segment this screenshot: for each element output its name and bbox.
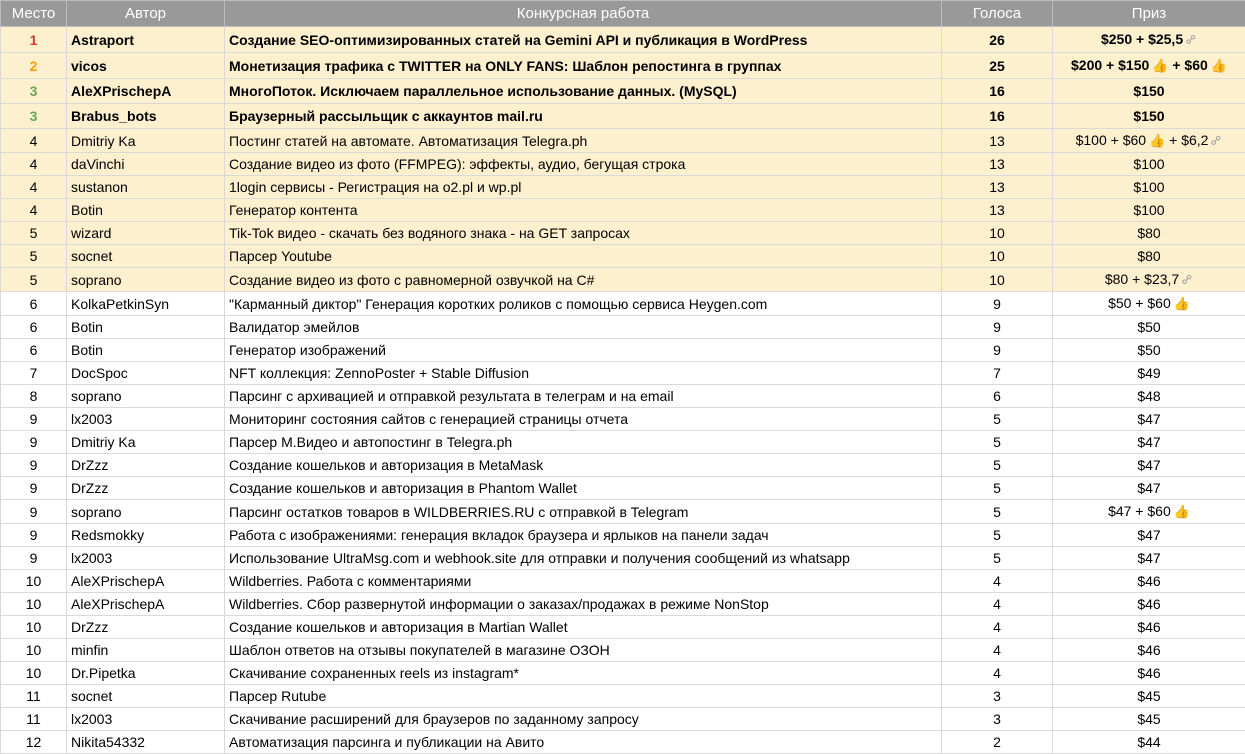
table-row	[1, 731, 1245, 754]
cell-work[interactable]: Использование UltraMsg.com и webhook.site для отправки и получения сообщений из whatsapp	[225, 547, 942, 570]
table-row	[1, 129, 1245, 153]
table-row	[1, 408, 1245, 431]
cell-votes[interactable]: 2	[942, 731, 1053, 754]
cell-place[interactable]: 10	[1, 616, 67, 639]
cell-place[interactable]: 3	[1, 104, 67, 129]
prize-text: $250 + $25,5	[1101, 31, 1183, 47]
prize-text: $80	[1137, 225, 1160, 241]
prize-text: $100	[1133, 156, 1164, 172]
cell-author[interactable]: socnet	[67, 685, 225, 708]
cell-work[interactable]: Создание SEO-оптимизированных статей на Gemini API и публикация в WordPress	[225, 27, 942, 53]
cell-author[interactable]: DrZzz	[67, 477, 225, 500]
cell-votes[interactable]: 26	[942, 27, 1053, 53]
table-row	[1, 362, 1245, 385]
table-row	[1, 385, 1245, 408]
cell-place[interactable]: 3	[1, 79, 67, 104]
cell-votes[interactable]: 4	[942, 616, 1053, 639]
cell-author[interactable]: Botin	[67, 316, 225, 339]
cell-author[interactable]: soprano	[67, 500, 225, 524]
cell-place[interactable]: 10	[1, 662, 67, 685]
table-row	[1, 104, 1245, 129]
cell-prize[interactable]	[1053, 385, 1245, 408]
cell-author[interactable]: soprano	[67, 385, 225, 408]
cell-author[interactable]: DrZzz	[67, 616, 225, 639]
cell-prize[interactable]	[1053, 524, 1245, 547]
table-row	[1, 570, 1245, 593]
cell-author[interactable]: Dr.Pipetka	[67, 662, 225, 685]
cell-votes[interactable]: 4	[942, 593, 1053, 616]
cell-work[interactable]: Монетизация трафика с TWITTER на ONLY FANS: Шаблон репостинга в группах	[225, 53, 942, 79]
header-author[interactable]: Автор	[67, 1, 225, 27]
cell-prize[interactable]	[1053, 129, 1245, 153]
cell-votes[interactable]: 13	[942, 176, 1053, 199]
cell-votes[interactable]: 7	[942, 362, 1053, 385]
cell-work[interactable]: Мониторинг состояния сайтов с генерацией страницы отчета	[225, 408, 942, 431]
cell-votes[interactable]: 5	[942, 524, 1053, 547]
cell-author[interactable]: Nikita54332	[67, 731, 225, 754]
prize-text: $80	[1137, 248, 1160, 264]
prize-text: $100	[1133, 202, 1164, 218]
table-row	[1, 685, 1245, 708]
cell-work[interactable]: Wildberries. Сбор развернутой информации о заказах/продажах в режиме NonStop	[225, 593, 942, 616]
cell-votes[interactable]: 4	[942, 662, 1053, 685]
cell-work[interactable]: Постинг статей на автомате. Автоматизация Telegra.ph	[225, 129, 942, 153]
cell-votes[interactable]: 13	[942, 129, 1053, 153]
prize-text: $100 + $60	[1076, 132, 1146, 148]
cell-votes[interactable]: 10	[942, 222, 1053, 245]
cell-author[interactable]: lx2003	[67, 708, 225, 731]
cell-place[interactable]: 5	[1, 222, 67, 245]
table-row	[1, 477, 1245, 500]
cell-prize[interactable]	[1053, 731, 1245, 754]
cell-work[interactable]: Шаблон ответов на отзывы покупателей в магазине ОЗОН	[225, 639, 942, 662]
cell-place[interactable]: 9	[1, 477, 67, 500]
cell-place[interactable]: 10	[1, 593, 67, 616]
link-icon: ⚯	[1205, 129, 1228, 152]
table-row	[1, 339, 1245, 362]
cell-author[interactable]: Botin	[67, 339, 225, 362]
table-row	[1, 199, 1245, 222]
cell-votes[interactable]: 5	[942, 477, 1053, 500]
cell-votes[interactable]: 10	[942, 268, 1053, 292]
cell-votes[interactable]: 9	[942, 292, 1053, 316]
cell-place[interactable]: 5	[1, 268, 67, 292]
prize-text: $46	[1137, 619, 1160, 635]
cell-place[interactable]: 9	[1, 408, 67, 431]
cell-place[interactable]: 6	[1, 292, 67, 316]
cell-author[interactable]: minfin	[67, 639, 225, 662]
table-row	[1, 454, 1245, 477]
cell-author[interactable]: AleXPrischepA	[67, 570, 225, 593]
table-row	[1, 53, 1245, 79]
prize-text: $47	[1137, 411, 1160, 427]
cell-author[interactable]: Dmitriy Ka	[67, 129, 225, 153]
table-row	[1, 153, 1245, 176]
header-place[interactable]: Место	[1, 1, 67, 27]
cell-prize[interactable]	[1053, 708, 1245, 731]
prize-text: $46	[1137, 665, 1160, 681]
cell-work[interactable]: Парсер Rutube	[225, 685, 942, 708]
cell-prize[interactable]	[1053, 593, 1245, 616]
cell-place[interactable]: 7	[1, 362, 67, 385]
cell-votes[interactable]: 5	[942, 547, 1053, 570]
thumbs-up-icon: 👍	[1174, 501, 1190, 523]
cell-work[interactable]: Скачивание сохраненных reels из instagram*	[225, 662, 942, 685]
cell-author[interactable]: Dmitriy Ka	[67, 431, 225, 454]
cell-work[interactable]: Создание видео из фото с равномерной озвучкой на C#	[225, 268, 942, 292]
cell-work[interactable]: Создание видео из фото (FFMPEG): эффекты, аудио, бегущая строка	[225, 153, 942, 176]
prize-text: $47	[1137, 434, 1160, 450]
thumbs-up-icon: 👍	[1152, 54, 1168, 78]
cell-place[interactable]: 10	[1, 570, 67, 593]
cell-prize[interactable]	[1053, 454, 1245, 477]
cell-place[interactable]: 4	[1, 153, 67, 176]
thumbs-up-icon: 👍	[1211, 54, 1227, 78]
cell-author[interactable]: daVinchi	[67, 153, 225, 176]
thumbs-up-icon: 👍	[1174, 293, 1190, 315]
table-row	[1, 616, 1245, 639]
prize-text: $46	[1137, 573, 1160, 589]
cell-votes[interactable]: 16	[942, 79, 1053, 104]
header-work[interactable]: Конкурсная работа	[225, 1, 942, 27]
table-row	[1, 222, 1245, 245]
cell-author[interactable]: DrZzz	[67, 454, 225, 477]
cell-author[interactable]: wizard	[67, 222, 225, 245]
cell-place[interactable]: 6	[1, 339, 67, 362]
cell-place[interactable]: 12	[1, 731, 67, 754]
header-prize[interactable]: Приз	[1053, 1, 1245, 27]
cell-author[interactable]: DocSpoc	[67, 362, 225, 385]
cell-prize[interactable]	[1053, 639, 1245, 662]
cell-work[interactable]: Автоматизация парсинга и публикации на Авито	[225, 731, 942, 754]
table-row	[1, 639, 1245, 662]
table-row	[1, 662, 1245, 685]
cell-place[interactable]: 10	[1, 639, 67, 662]
table-row	[1, 524, 1245, 547]
prize-text: $46	[1137, 596, 1160, 612]
table-row	[1, 708, 1245, 731]
cell-prize[interactable]	[1053, 153, 1245, 176]
cell-votes[interactable]: 25	[942, 53, 1053, 79]
cell-votes[interactable]: 9	[942, 339, 1053, 362]
cell-votes[interactable]: 5	[942, 431, 1053, 454]
cell-author[interactable]: lx2003	[67, 408, 225, 431]
cell-place[interactable]: 4	[1, 199, 67, 222]
cell-work[interactable]: "Карманный диктор" Генерация коротких роликов с помощью сервиса Heygen.com	[225, 292, 942, 316]
cell-votes[interactable]: 5	[942, 408, 1053, 431]
prize-text: $48	[1137, 388, 1160, 404]
cell-work[interactable]: Генератор изображений	[225, 339, 942, 362]
prize-text: $100	[1133, 179, 1164, 195]
cell-author[interactable]: Brabus_bots	[67, 104, 225, 129]
cell-prize[interactable]	[1053, 222, 1245, 245]
cell-work[interactable]: Скачивание расширений для браузеров по заданному запросу	[225, 708, 942, 731]
cell-author[interactable]: KolkaPetkinSyn	[67, 292, 225, 316]
cell-author[interactable]: Astraport	[67, 27, 225, 53]
cell-prize[interactable]	[1053, 362, 1245, 385]
cell-place[interactable]: 11	[1, 708, 67, 731]
cell-votes[interactable]: 13	[942, 199, 1053, 222]
cell-work[interactable]: Парсер Youtube	[225, 245, 942, 268]
cell-votes[interactable]: 16	[942, 104, 1053, 129]
prize-text: $150	[1133, 83, 1164, 99]
cell-prize[interactable]	[1053, 547, 1245, 570]
cell-work[interactable]: Генератор контента	[225, 199, 942, 222]
cell-work[interactable]: Парсинг остатков товаров в WILDBERRIES.RU с отправкой в Telegram	[225, 500, 942, 524]
cell-votes[interactable]: 10	[942, 245, 1053, 268]
prize-text: $47	[1137, 480, 1160, 496]
cell-work[interactable]: МногоПоток. Исключаем параллельное использование данных. (MySQL)	[225, 79, 942, 104]
link-icon: ⚯	[1179, 28, 1204, 53]
cell-prize[interactable]	[1053, 104, 1245, 129]
table-row	[1, 316, 1245, 339]
cell-work[interactable]: Создание кошельков и авторизация в MetaMask	[225, 454, 942, 477]
cell-votes[interactable]: 3	[942, 685, 1053, 708]
cell-work[interactable]: Браузерный рассыльщик с аккаунтов mail.ru	[225, 104, 942, 129]
table-row	[1, 245, 1245, 268]
table-row	[1, 176, 1245, 199]
prize-text: $150	[1133, 108, 1164, 124]
cell-prize[interactable]	[1053, 176, 1245, 199]
prize-text: $47	[1137, 550, 1160, 566]
cell-place[interactable]: 9	[1, 547, 67, 570]
cell-prize[interactable]	[1053, 245, 1245, 268]
cell-author[interactable]: vicos	[67, 53, 225, 79]
cell-place[interactable]: 2	[1, 53, 67, 79]
cell-work[interactable]: 1login сервисы - Регистрация на o2.pl и wp.pl	[225, 176, 942, 199]
cell-votes[interactable]: 5	[942, 454, 1053, 477]
table-row	[1, 547, 1245, 570]
cell-author[interactable]: socnet	[67, 245, 225, 268]
cell-prize[interactable]	[1053, 570, 1245, 593]
cell-prize[interactable]	[1053, 268, 1245, 292]
prize-text: $47	[1137, 527, 1160, 543]
cell-author[interactable]: AleXPrischepA	[67, 593, 225, 616]
cell-work[interactable]: NFT коллекция: ZennoPoster + Stable Diffusion	[225, 362, 942, 385]
cell-place[interactable]: 6	[1, 316, 67, 339]
cell-work[interactable]: Парсер М.Видео и автопостинг в Telegra.ph	[225, 431, 942, 454]
cell-place[interactable]: 11	[1, 685, 67, 708]
prize-text: $50	[1137, 342, 1160, 358]
cell-place[interactable]: 4	[1, 129, 67, 153]
cell-prize[interactable]	[1053, 477, 1245, 500]
cell-work[interactable]: Валидатор эмейлов	[225, 316, 942, 339]
table-row	[1, 431, 1245, 454]
cell-prize[interactable]	[1053, 408, 1245, 431]
prize-text: $49	[1137, 365, 1160, 381]
prize-text: $44	[1137, 734, 1160, 750]
cell-author[interactable]: soprano	[67, 268, 225, 292]
cell-place[interactable]: 9	[1, 454, 67, 477]
prize-text: $50	[1137, 319, 1160, 335]
cell-votes[interactable]: 3	[942, 708, 1053, 731]
cell-work[interactable]: Работа с изображениями: генерация вкладок браузера и ярлыков на панели задач	[225, 524, 942, 547]
cell-author[interactable]: AleXPrischepA	[67, 79, 225, 104]
header-row	[1, 1, 1245, 27]
cell-place[interactable]: 4	[1, 176, 67, 199]
cell-votes[interactable]: 13	[942, 153, 1053, 176]
table-row	[1, 79, 1245, 104]
prize-text: $80 + $23,7	[1105, 271, 1179, 287]
cell-prize[interactable]	[1053, 500, 1245, 524]
table-row	[1, 292, 1245, 316]
cell-prize[interactable]	[1053, 27, 1245, 53]
cell-author[interactable]: lx2003	[67, 547, 225, 570]
cell-author[interactable]: Redsmokky	[67, 524, 225, 547]
cell-votes[interactable]: 4	[942, 639, 1053, 662]
cell-prize[interactable]	[1053, 616, 1245, 639]
prize-text: + $60	[1168, 57, 1207, 73]
cell-prize[interactable]	[1053, 662, 1245, 685]
prize-text: $45	[1137, 688, 1160, 704]
cell-place[interactable]: 8	[1, 385, 67, 408]
cell-work[interactable]: Парсинг с архивацией и отправкой результата в телеграм и на email	[225, 385, 942, 408]
cell-prize[interactable]	[1053, 431, 1245, 454]
prize-text: $200 + $150	[1071, 57, 1149, 73]
header-votes[interactable]: Голоса	[942, 1, 1053, 27]
cell-votes[interactable]: 6	[942, 385, 1053, 408]
cell-prize[interactable]	[1053, 53, 1245, 79]
cell-prize[interactable]	[1053, 316, 1245, 339]
prize-text: $45	[1137, 711, 1160, 727]
prize-text: $50 + $60	[1108, 295, 1171, 311]
cell-prize[interactable]	[1053, 199, 1245, 222]
cell-place[interactable]: 9	[1, 524, 67, 547]
cell-prize[interactable]	[1053, 292, 1245, 316]
table-row	[1, 593, 1245, 616]
table-row	[1, 500, 1245, 524]
cell-work[interactable]: Создание кошельков и авторизация в Phantom Wallet	[225, 477, 942, 500]
cell-place[interactable]: 1	[1, 27, 67, 53]
link-icon: ⚯	[1176, 268, 1199, 291]
cell-votes[interactable]: 5	[942, 500, 1053, 524]
cell-prize[interactable]	[1053, 339, 1245, 362]
cell-place[interactable]: 9	[1, 431, 67, 454]
cell-work[interactable]: Создание кошельков и авторизация в Martian Wallet	[225, 616, 942, 639]
cell-author[interactable]: sustanon	[67, 176, 225, 199]
cell-work[interactable]: Wildberries. Работа с комментариями	[225, 570, 942, 593]
prize-text: $47 + $60	[1108, 503, 1171, 519]
thumbs-up-icon: 👍	[1149, 130, 1165, 152]
prize-text: + $6,2	[1165, 132, 1208, 148]
cell-place[interactable]: 5	[1, 245, 67, 268]
cell-author[interactable]: Botin	[67, 199, 225, 222]
cell-place[interactable]: 9	[1, 500, 67, 524]
cell-work[interactable]: Tik-Tok видео - скачать без водяного знака - на GET запросах	[225, 222, 942, 245]
prize-text: $47	[1137, 457, 1160, 473]
cell-prize[interactable]	[1053, 685, 1245, 708]
cell-votes[interactable]: 9	[942, 316, 1053, 339]
prize-text: $46	[1137, 642, 1160, 658]
table-row	[1, 27, 1245, 53]
table-row	[1, 268, 1245, 292]
cell-votes[interactable]: 4	[942, 570, 1053, 593]
cell-prize[interactable]	[1053, 79, 1245, 104]
